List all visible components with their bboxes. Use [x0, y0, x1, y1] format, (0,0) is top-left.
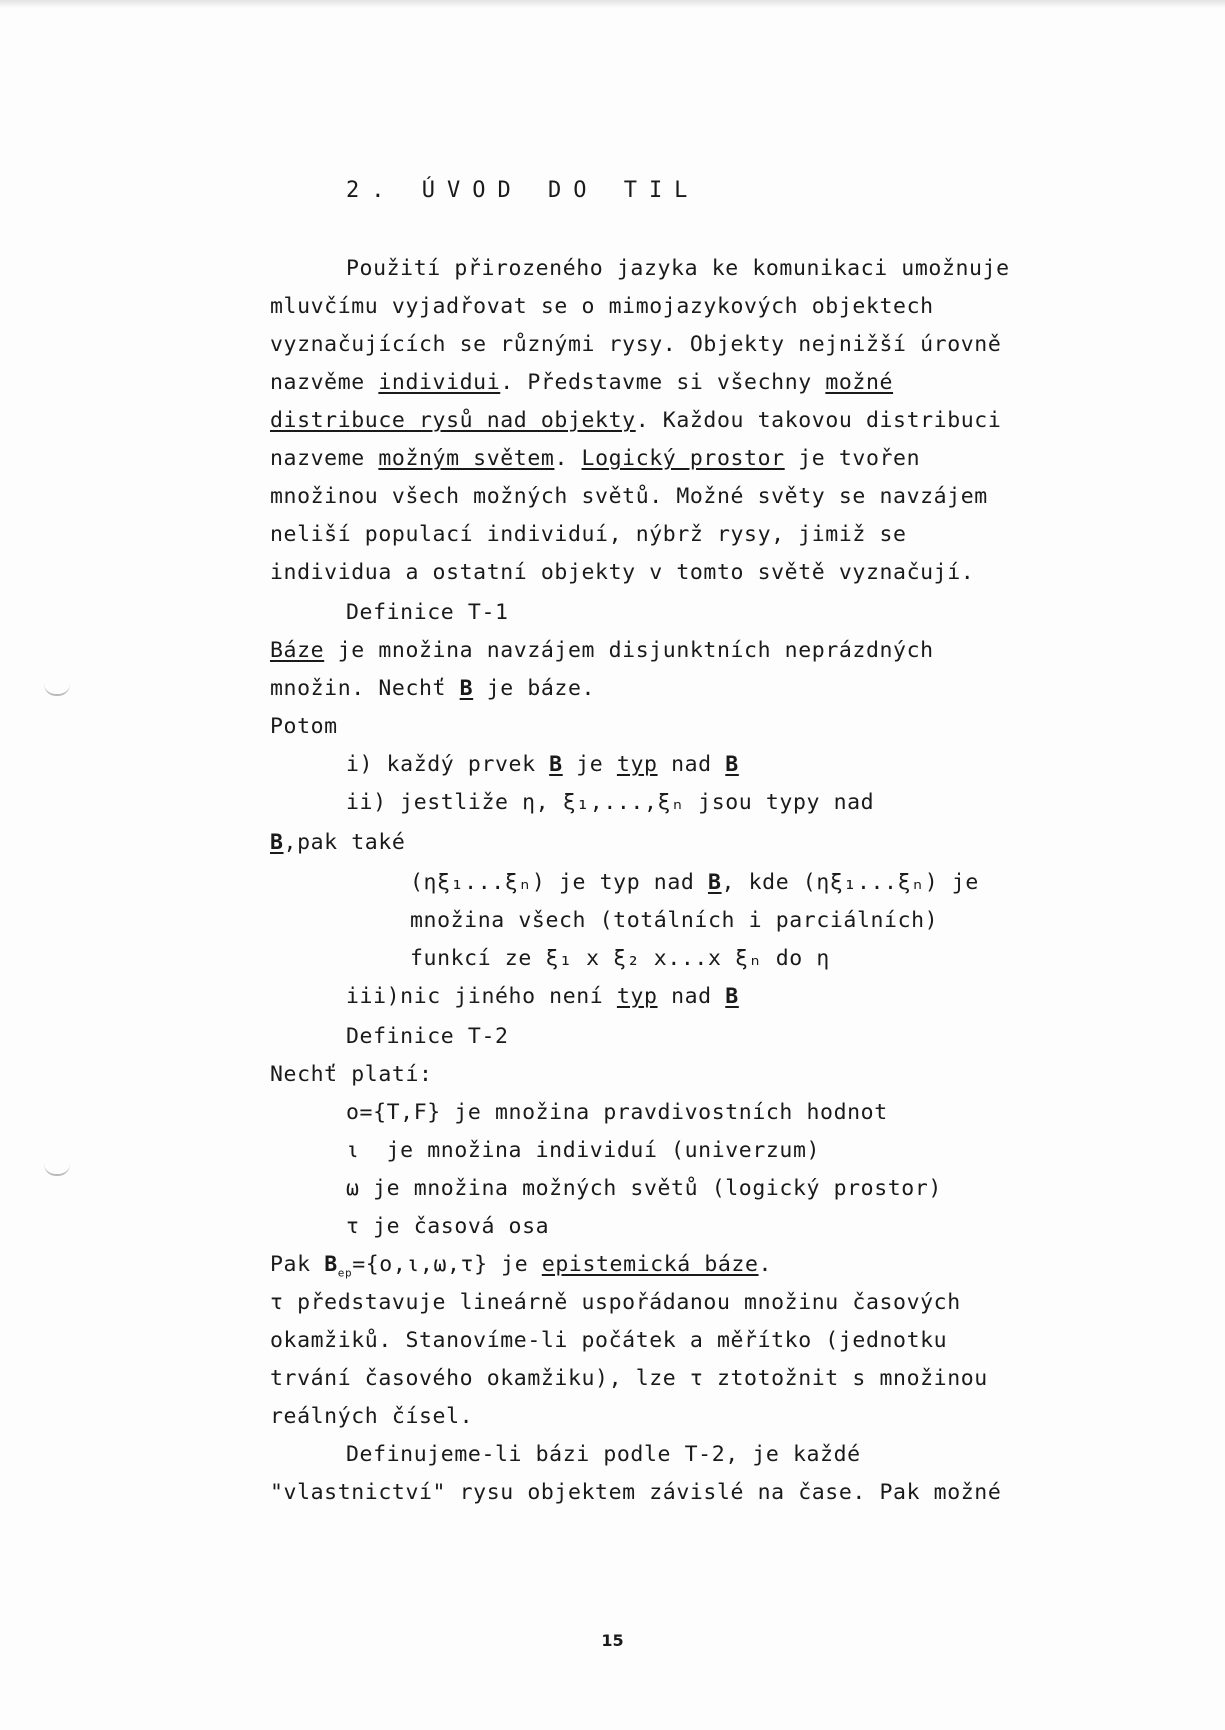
def1-func-line-1 — [410, 870, 979, 896]
term-mozne: možné — [825, 370, 894, 395]
para3-line-2: "vlastnictví" rysu objektem závislé na čase. Pak možné — [270, 1480, 1002, 1505]
term-typ: typ — [616, 752, 658, 777]
text-run: je tvořen — [784, 446, 921, 471]
symbol-B: B — [725, 752, 739, 777]
def1-title: Definice T-1 — [346, 600, 509, 625]
def1-item-i — [346, 752, 739, 778]
def1-item-iii — [346, 984, 739, 1010]
text-run: i) každý prvek — [346, 752, 550, 777]
para1-line-2: mluvčímu vyjadřovat se o mimojazykových objektech — [270, 294, 934, 319]
def2-o: o={T,F} je množina pravdivostních hodnot — [346, 1100, 888, 1125]
text-run: ,pak také — [283, 830, 406, 855]
text-run: nazvěme — [270, 370, 379, 395]
scan-edge-shadow — [0, 0, 1225, 8]
symbol-B: B — [707, 870, 722, 895]
def1-line-2 — [270, 676, 595, 702]
text-run: je — [562, 752, 617, 777]
def1-potom: Potom — [270, 714, 338, 739]
para2-line-3: trvání časového okamžiku), lze τ ztotožnit s množinou — [270, 1366, 988, 1391]
para1-line-8: neliší populací individuí, nýbrž rysy, jimiž se — [270, 522, 907, 547]
page-number: 15 — [601, 1631, 624, 1650]
def1-line-1 — [270, 638, 934, 664]
term-individui: individui — [378, 370, 501, 395]
para1-line-1: Použití přirozeného jazyka ke komunikaci umožnuje — [346, 256, 1010, 281]
text-run: . Představme si všechny — [500, 370, 826, 395]
text-run: . — [758, 1252, 773, 1277]
scan-mark — [44, 1164, 70, 1176]
text-run: (ηξ₁...ξₙ) je typ nad — [410, 870, 708, 895]
text-run: , kde (ηξ₁...ξₙ) je — [721, 870, 979, 895]
para1-line-4 — [270, 370, 893, 396]
para2-line-1: τ představuje lineárně uspořádanou množinu časových — [270, 1290, 961, 1315]
para2-line-2: okamžiků. Stanovíme-li počátek a měřítko (jednotku — [270, 1328, 948, 1353]
text-run: nad — [657, 752, 726, 777]
def2-title: Definice T-2 — [346, 1024, 509, 1049]
subscript-ep: ep — [337, 1266, 353, 1280]
scan-mark — [44, 684, 70, 696]
def2-omega: ω je množina možných světů (logický prostor) — [346, 1176, 942, 1201]
text-run: ={o,ι,ω,τ} je — [352, 1252, 542, 1277]
def1-item-ii: ii) jestliže η, ξ₁,...,ξₙ jsou typy nad — [346, 790, 875, 815]
term-moznym-svetem: možným světem — [378, 446, 555, 471]
para1-line-3: vyznačujících se různými rysy. Objekty nejnižší úrovně — [270, 332, 1002, 357]
text-run: . Každou takovou distribuci — [635, 408, 1002, 433]
text-run: Pak — [270, 1252, 325, 1277]
term-epistemicka-baze: epistemická báze — [541, 1252, 759, 1277]
term-baze: Báze — [270, 638, 325, 663]
def2-iota: ι je množina individuí (univerzum) — [346, 1138, 821, 1163]
term-distribuce: distribuce rysů nad objekty — [270, 408, 636, 433]
def1-func-line-2: množina všech (totálních i parciálních) — [410, 908, 939, 933]
text-run: nad — [657, 984, 726, 1009]
text-run: množin. Nechť — [270, 676, 460, 701]
text-run: nazveme — [270, 446, 379, 471]
para1-line-5 — [270, 408, 1001, 434]
symbol-B: B — [549, 752, 563, 777]
def2-tau: τ je časová osa — [346, 1214, 550, 1239]
para2-line-4: reálných čísel. — [270, 1404, 474, 1429]
term-logicky-prostor: Logický prostor — [581, 446, 785, 471]
symbol-B: B — [725, 984, 739, 1009]
symbol-B: B — [270, 830, 284, 855]
para1-line-7: množinou všech možných světů. Možné světy se navzájem — [270, 484, 988, 509]
def1-item-ii-cont — [270, 830, 405, 856]
para3-line-1: Definujeme-li bázi podle T-2, je každé — [346, 1442, 861, 1467]
text-run: iii)nic jiného není — [346, 984, 617, 1009]
text-run: . — [554, 446, 582, 471]
symbol-B: B — [324, 1252, 338, 1277]
symbol-B: B — [459, 676, 474, 701]
text-run: je báze. — [473, 676, 596, 701]
def1-func-line-3: funkcí ze ξ₁ x ξ₂ x...x ξₙ do η — [410, 946, 830, 971]
para1-line-9: individua a ostatní objekty v tomto světě vyznačují. — [270, 560, 975, 585]
para1-line-6 — [270, 446, 920, 472]
def2-plati: Nechť platí: — [270, 1062, 433, 1087]
section-heading: 2. ÚVOD DO TIL — [346, 178, 700, 203]
def2-pak — [270, 1252, 772, 1286]
term-typ: typ — [616, 984, 658, 1009]
text-run: je množina navzájem disjunktních neprázdných — [324, 638, 934, 663]
